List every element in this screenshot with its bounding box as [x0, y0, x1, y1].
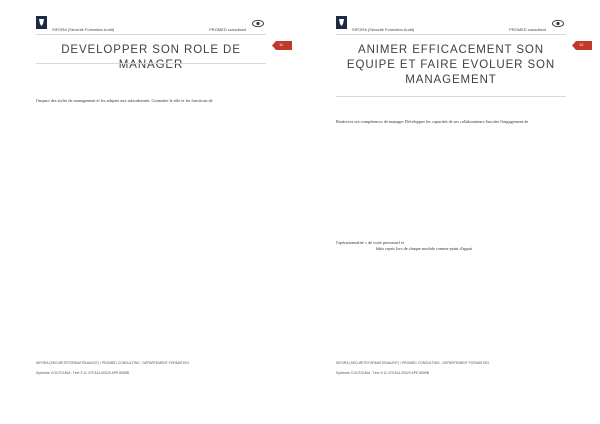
page-number: 11 — [279, 42, 284, 47]
logo-icon — [36, 16, 47, 29]
eye-icon — [252, 19, 264, 28]
body-line: l'opérationnalité » de votre personnel et — [336, 240, 404, 245]
page-number: 12 — [579, 42, 584, 47]
page-number-tab — [272, 41, 292, 50]
footer-line: Sylvestre COUTOUNA : Tirer 5 11 479 814-00029 APE 8559B — [336, 371, 429, 375]
body-line: l'impact des styles de management et les adapter aux subordonnés. Connaître le rôle et les fonctions de — [36, 98, 213, 103]
header-rule — [336, 34, 566, 35]
header-org-text: SIFORA (Sécurité Formation Audit) — [352, 27, 415, 32]
header-promo-text: PROMED consultant — [509, 27, 546, 32]
logo-icon — [336, 16, 347, 29]
page-header — [36, 16, 266, 32]
footer-line: SIFORA (SECURITEFORMATIONAUDIT) / PROMED CONSULTING : DEPARTEMENT FORMATION — [336, 361, 489, 365]
document-page-right — [300, 0, 600, 424]
body-line: Renforcer ses compétences de manager Développer les capacités de ses collaborateurs Susciter l'engagement de — [336, 119, 529, 124]
page-title: DEVELOPPER SON ROLE DE MANAGER — [61, 44, 241, 71]
page-title: ANIMER EFFICACEMENT SON EQUIPE ET FAIRE EVOLUER SON MANAGEMENT — [346, 44, 556, 86]
body-line: bâtis repris lors de chaque module comme point d'appui — [376, 246, 472, 251]
page-header — [336, 16, 566, 32]
footer-line: Sylvestre COUTOUNA : Tirer 5 11 479 814-00029 APE 8559B — [36, 371, 129, 375]
eye-icon — [552, 19, 564, 28]
header-promo-text: PROMED consultant — [209, 27, 246, 32]
title-rule — [36, 63, 266, 64]
header-rule — [36, 34, 266, 35]
footer-line: SIFORA (SECURITEFORMATIONAUDIT) / PROMED CONSULTING : DEPARTEMENT FORMATION — [36, 361, 189, 365]
title-rule — [336, 96, 566, 97]
page-number-tab — [572, 41, 592, 50]
header-org-text: SIFORA (Sécurité Formation Audit) — [52, 27, 115, 32]
